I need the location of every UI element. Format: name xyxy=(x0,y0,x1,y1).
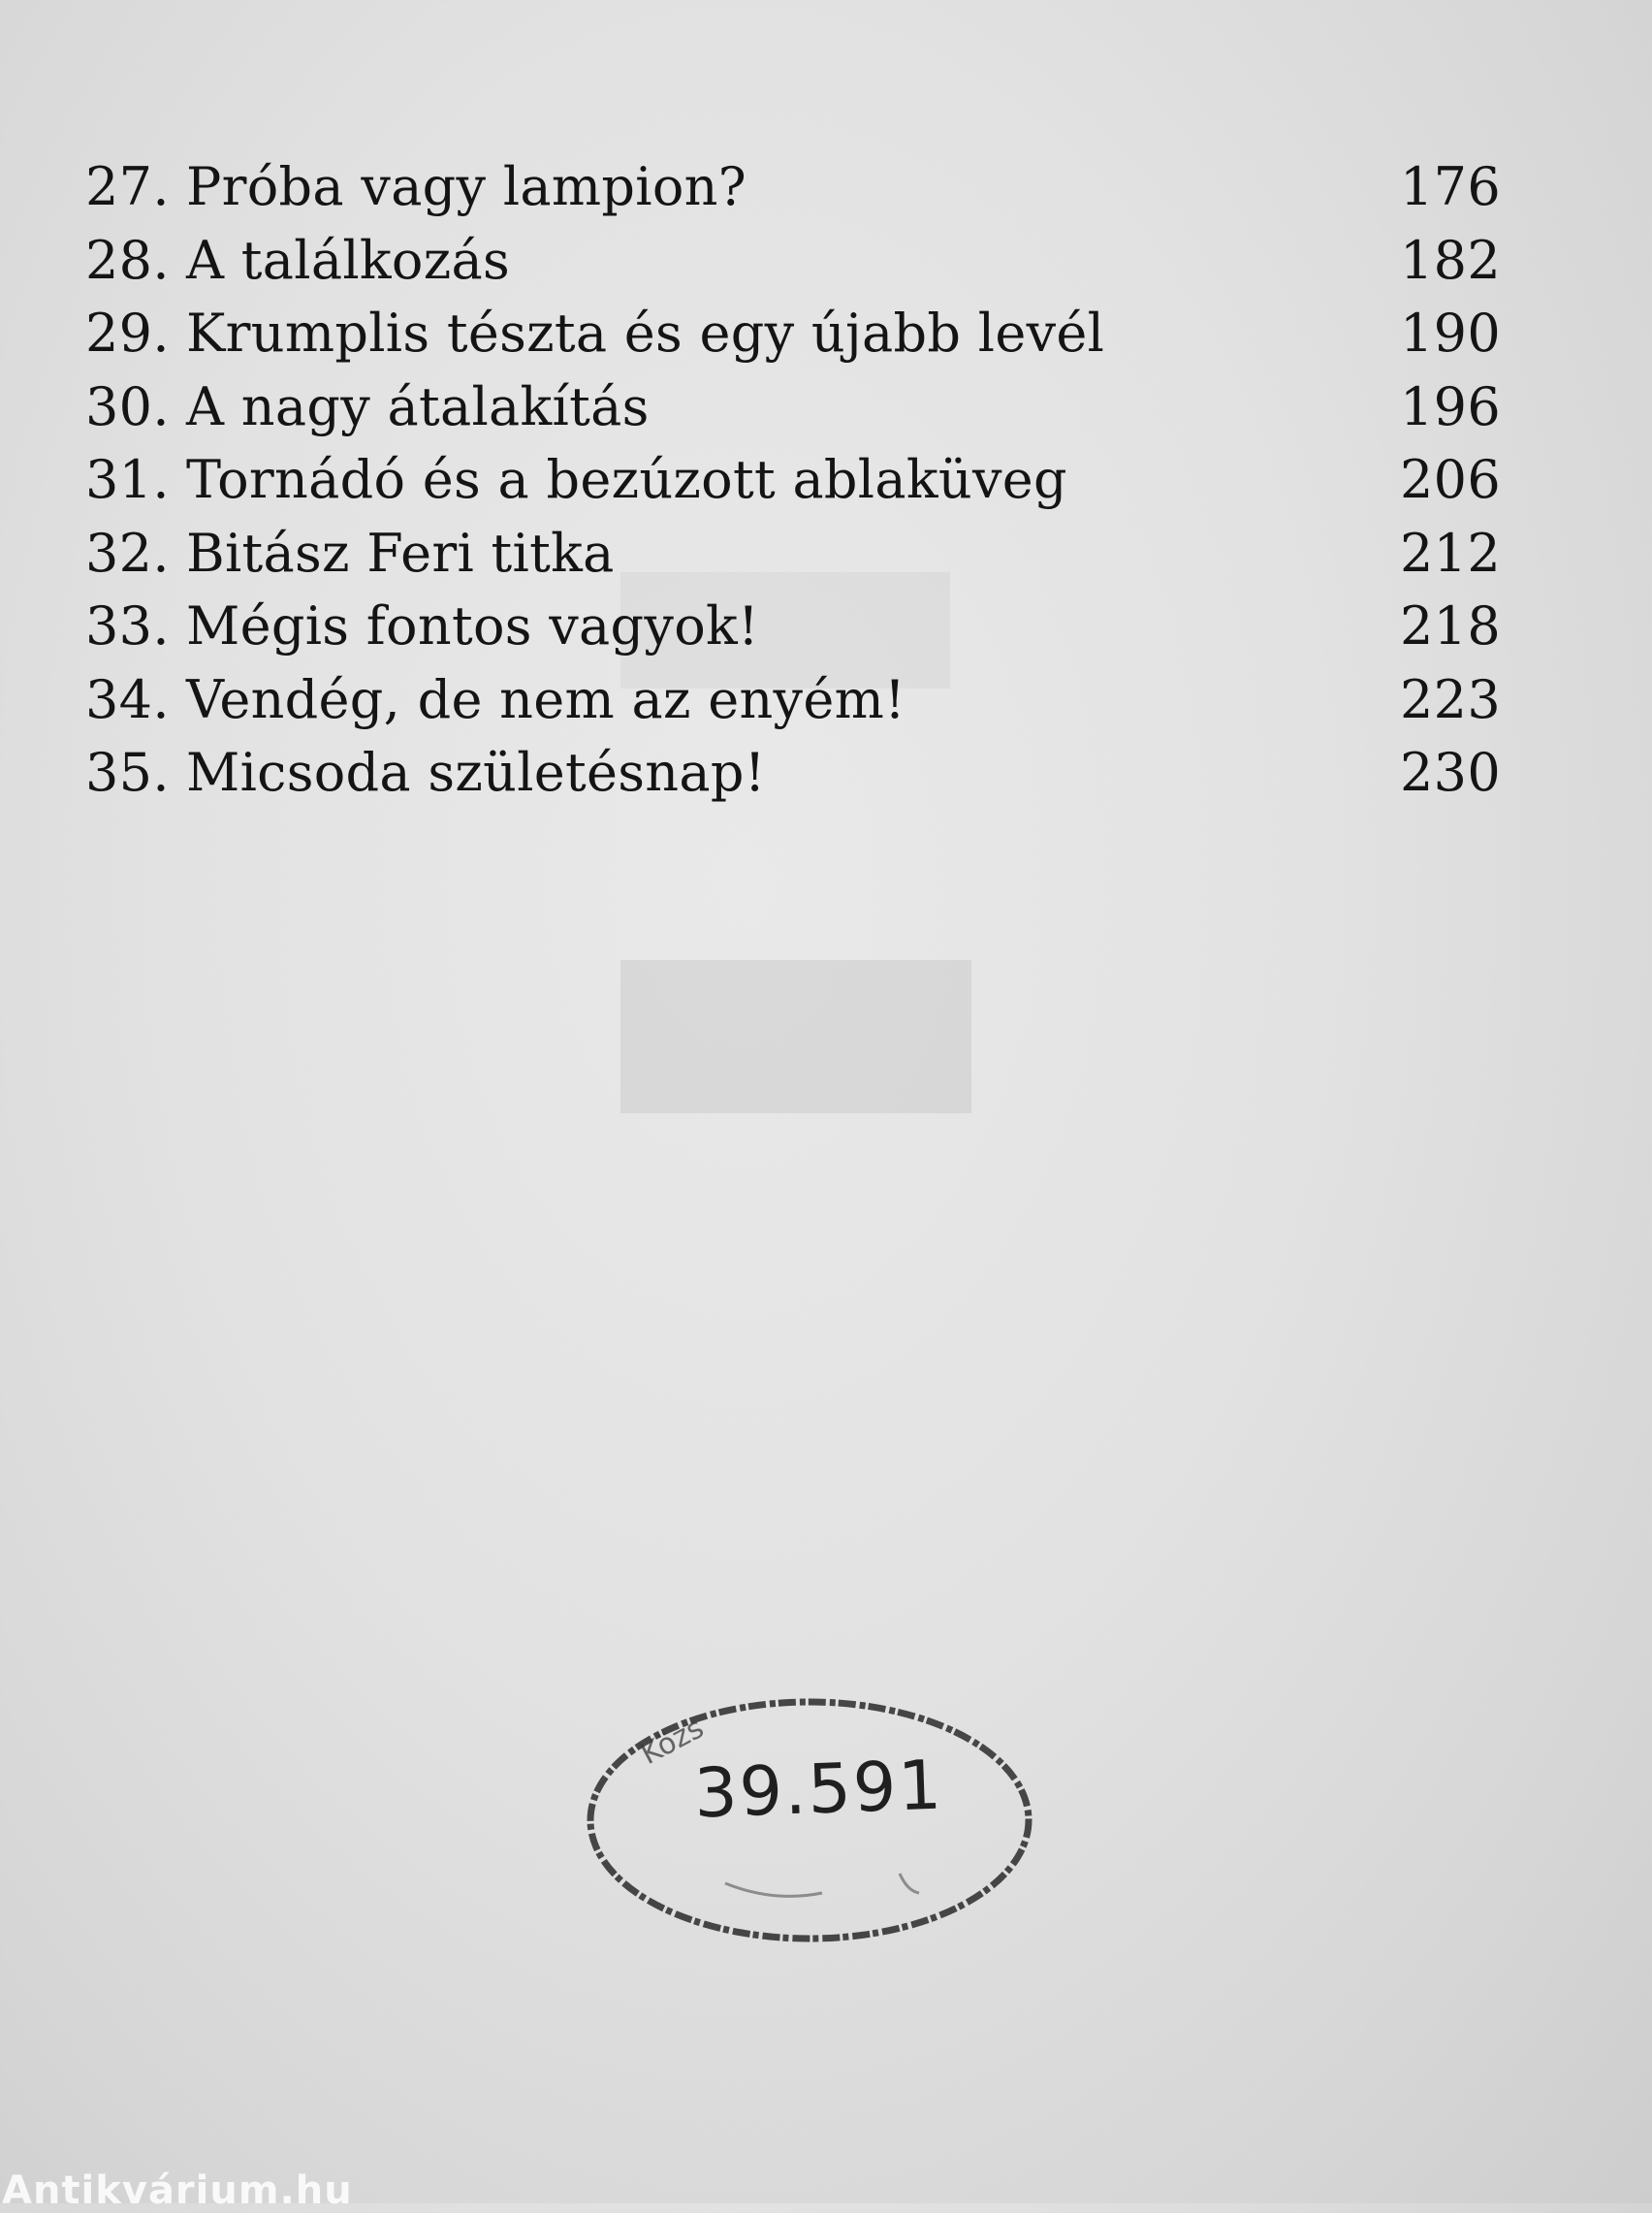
stamp-inventory-number: 39.591 xyxy=(692,1745,945,1834)
toc-entry xyxy=(85,370,1501,444)
toc-entry xyxy=(85,443,1501,517)
page-number: 206 xyxy=(1400,449,1501,510)
chapter-title: A nagy átalakítás xyxy=(186,375,650,437)
chapter-title: Vendég, de nem az enyém! xyxy=(186,668,906,730)
stamp-ring-text: Közs xyxy=(635,1711,710,1773)
page-number: 182 xyxy=(1400,229,1501,291)
page-number: 190 xyxy=(1400,303,1501,364)
chapter-number: 28. xyxy=(85,229,170,291)
chapter-number: 35. xyxy=(85,742,170,803)
chapter-title: Bitász Feri titka xyxy=(186,522,615,584)
chapter-number: 29. xyxy=(85,303,170,364)
chapter-title: A találkozás xyxy=(186,229,510,291)
show-through-logo xyxy=(620,960,971,1113)
page-number: 212 xyxy=(1400,522,1501,584)
chapter-number: 31. xyxy=(85,449,170,510)
toc-entry xyxy=(85,590,1501,663)
table-of-contents xyxy=(85,150,1501,810)
chapter-number: 30. xyxy=(85,375,170,437)
toc-entry xyxy=(85,736,1501,810)
toc-entry xyxy=(85,224,1501,298)
toc-entry xyxy=(85,150,1501,224)
chapter-number: 32. xyxy=(85,522,170,584)
page-number: 196 xyxy=(1400,375,1501,437)
page-number: 223 xyxy=(1400,668,1501,730)
chapter-title: Mégis fontos vagyok! xyxy=(186,595,760,657)
toc-entry xyxy=(85,663,1501,737)
chapter-title: Krumplis tészta és egy újabb levél xyxy=(186,303,1105,364)
chapter-number: 34. xyxy=(85,668,170,730)
toc-entry xyxy=(85,517,1501,591)
page-number: 176 xyxy=(1400,156,1501,217)
chapter-title: Próba vagy lampion? xyxy=(186,156,747,217)
page-number: 230 xyxy=(1400,742,1501,803)
page-number: 218 xyxy=(1400,595,1501,657)
chapter-number: 27. xyxy=(85,156,170,217)
watermark: Antikvárium.hu xyxy=(2,2168,353,2213)
toc-entry xyxy=(85,297,1501,370)
chapter-title: Tornádó és a bezúzott ablaküveg xyxy=(186,449,1067,510)
chapter-number: 33. xyxy=(85,595,170,657)
chapter-title: Micsoda születésnap! xyxy=(186,742,766,803)
library-stamp xyxy=(580,1689,1039,1951)
